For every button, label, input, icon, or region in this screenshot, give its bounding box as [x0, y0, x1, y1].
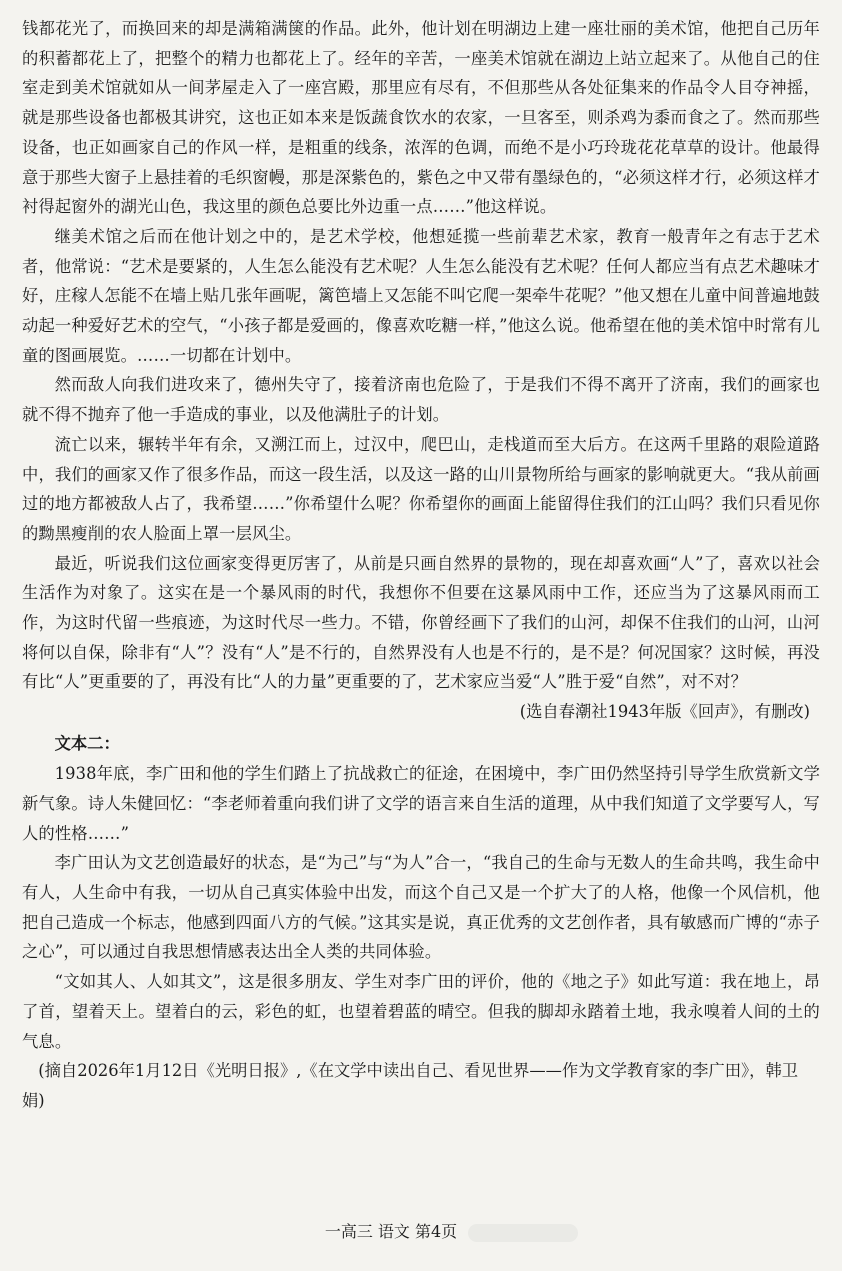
watermark-overlay	[468, 1224, 578, 1242]
text1-paragraph-1: 钱都花光了，而换回来的却是满箱满箧的作品。此外，他计划在明湖边上建一座壮丽的美术馆，他把自己历年的积蓄都花上了，把整个的精力也都花上了。经年的辛苦，一座美术馆就在湖边上站立起来了。从他自己的住室走到美术馆就如从一间茅屋走入了一座宫殿，那里应有尽有，不但那些从各处征集来的作品令人目夺神摇，就是那些设备也都极其讲究，这也正如本来是饭蔬食饮水的农家，一旦客至，则杀鸡为黍而食之了。然而那些设备，也正如画家自己的作风一样，是粗重的线条，浓浑的色调，而绝不是小巧玲珑花花草草的设计。他最得意于那些大窗子上悬挂着的毛织窗幔，那是深紫色的，紫色之中又带有墨绿色的，“必须这样才行，必须这样才衬得起窗外的湖光山色，我这里的颜色总要比外边重一点……”他这样说。	[22, 19, 820, 217]
text1-paragraph-4: 流亡以来，辗转半年有余，又溯江而上，过汉中，爬巴山，走栈道而至大后方。在这两千里路的艰险道路中，我们的画家又作了很多作品，而这一段生活，以及这一路的山川景物所给与画家的影响就更大。“我从前画过的地方都被敌人占了，我希望……”你希望什么呢？你希望你的画面上能留得住我们的江山吗？我们只看见你的黝黑瘦削的农人脸面上罩一层风尘。	[22, 434, 820, 543]
page-footer	[0, 1218, 842, 1246]
text2-paragraph-2: 李广田认为文艺创造最好的状态，是“为己”与“为人”合一，“我自己的生命与无数人的生命共鸣，我生命中有人，人生命中有我，一切从自己真实体验中出发，而这个自己又是一个扩大了的人格，他像一个风信机，他把自己造成一个标志，他感到四面八方的气候。”这其实是说，真正优秀的文艺创作者，具有敏感而广博的“赤子之心”，可以通过自我思想情感表达出全人类的共同体验。	[22, 853, 820, 962]
text2-source: (摘自2026年1月12日《光明日报》,《在文学中读出自己、看见世界——作为文学教育家的李广田》，韩卫娟)	[22, 1061, 799, 1110]
text1-paragraph-3: 然而敌人向我们进攻来了，德州失守了，接着济南也危险了，于是我们不得不离开了济南，我们的画家也就不得不抛弃了他一手造成的事业，以及他满肚子的计划。	[22, 375, 820, 425]
text2-paragraph-3: “文如其人、人如其文”，这是很多朋友、学生对李广田的评价，他的《地之子》如此写道：我在地上，昂了首，望着天上。望着白的云，彩色的虹，也望着碧蓝的晴空。但我的脚却永踏着土地，我永嗅着人间的土的气息。	[22, 972, 820, 1051]
text1-paragraph-2: 继美术馆之后而在他计划之中的，是艺术学校，他想延揽一些前辈艺术家，教育一般青年之有志于艺术者，他常说：“艺术是要紧的，人生怎么能没有艺术呢？人生怎么能没有艺术呢？任何人都应当有点艺术趣味才好，庄稼人怎能不在墙上贴几张年画呢，篱笆墙上又怎能不叫它爬一架牵牛花呢？”他又想在儿童中间普遍地鼓动起一种爱好艺术的空气，“小孩子都是爱画的，像喜欢吃糖一样，”他这么说。他希望在他的美术馆中时常有儿童的图画展览。……一切都在计划中。	[22, 226, 820, 365]
text1-source: (选自春潮社1943年版《回声》，有删改)	[519, 702, 810, 722]
text2-heading: 文本二：	[54, 734, 120, 754]
page-footer-label: 一高三 语文 第4页	[324, 1222, 458, 1241]
text1-paragraph-5: 最近，听说我们这位画家变得更厉害了，从前是只画自然界的景物的，现在却喜欢画“人”了，喜欢以社会生活作为对象了。这实在是一个暴风雨的时代，我想你不但要在这暴风雨中工作，还应当为了这暴风雨而工作，为这时代留一些痕迹，为这时代尽一些力。不错，你曾经画下了我们的山河，却保不住我们的山河，山河将何以自保，除非有“人”？没有“人”是不行的，自然界没有人也是不行的，是不是？何况国家？这时候，再没有比“人”更重要的了，再没有比“人的力量”更重要的了，艺术家应当爱“人”胜于爱“自然”，对不对？	[22, 553, 820, 692]
text2-paragraph-1: 1938年底，李广田和他的学生们踏上了抗战救亡的征途，在困境中，李广田仍然坚持引导学生欣赏新文学新气象。诗人朱健回忆：“李老师着重向我们讲了文学的语言来自生活的道理，从中我们知道了文学要写人，写人的性格……”	[22, 764, 820, 843]
